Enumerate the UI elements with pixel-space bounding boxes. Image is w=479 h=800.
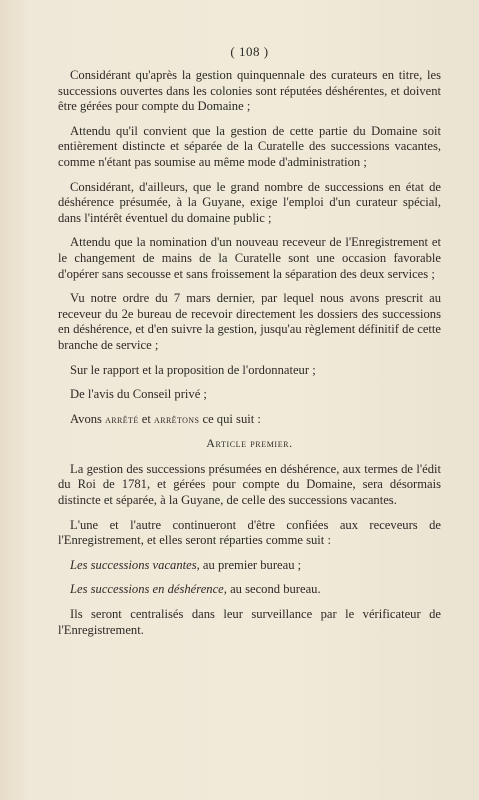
paragraph-attendu-2: Attendu que la nomination d'un nouveau receveur de l'Enregistrement et le changement de mains de la Curatelle sont une occasion favorable d'opérer sans secousse et sans froissement la séparation des deux services ; [58,235,441,281]
paragraph-centralises: Ils seront centralisés dans leur surveillance par le vérificateur de l'Enregistrement. [58,607,441,637]
paragraph-article-receveurs: L'une et l'autre continueront d'être confiées aux receveurs de l'Enregistrement, et elles seront réparties comme suit : [58,517,441,548]
desherence-italic: Les successions en déshérence [70,582,224,597]
suit-text: ce qui suit : [202,411,261,426]
paragraph-article-gestion: La gestion des successions présumées en déshérence, aux termes de l'édit du Roi de 1781, et gérées pour compte du Domaine, sera désormais distincte et séparée, à la Guyane, de celle des successions vacantes. [58,461,441,508]
paragraph-considerant-2: Considérant, d'ailleurs, que le grand nombre de successions en état de déshérence présumée, à la Guyane, exige l'emploi d'un curateur spécial, dans l'intérêt éventuel du domaine public ; [58,179,441,225]
paragraph-avis: De l'avis du Conseil privé ; [70,387,207,402]
et-text: et [141,411,151,426]
paragraph-vu: Vu notre ordre du 7 mars dernier, par lequel nous avons prescrit au receveur du 2e bureau de recevoir directement les dossiers des successions en déshérence, et d'en suivre la gestion, jusqu'au règlement définitif de cette branche de service ; [58,291,441,352]
arretons-text: arrêtons [154,412,200,426]
paragraph-attendu-1: Attendu qu'il convient que la gestion de cette partie du Domaine soit entièrement distincte et séparée de la Curatelle des successions vacantes, comme n'étant pas soumise au même mode d'administration ; [58,123,441,169]
article-heading: Article premier. [206,436,293,451]
arrete-text: arrêté [105,412,139,426]
vacantes-rest: , au premier bureau ; [196,557,302,572]
paragraph-rapport: Sur le rapport et la proposition de l'ordonnateur ; [70,362,316,377]
page-number: ( 108 ) [230,44,269,59]
paragraph-avons [58,412,441,428]
vacantes-italic: Les successions vacantes [70,557,197,572]
paragraph-considerant-1: Considérant qu'après la gestion quinquennale des curateurs en titre, les successions ouvertes dans les colonies sont réputées déshérentes, et doivent être gérées pour compte du Domaine ; [58,68,441,114]
avons-text: Avons [70,411,102,426]
paragraph-vacantes [58,558,441,574]
desherence-rest: , au second bureau. [223,582,321,597]
paragraph-desherence [58,582,441,598]
